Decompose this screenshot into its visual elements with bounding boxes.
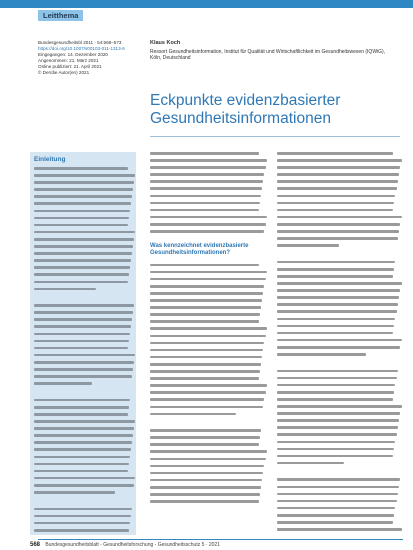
text-line [34,399,130,402]
text-line [150,180,263,183]
text-line [34,238,134,241]
text-line [34,477,135,480]
text-line [34,529,129,532]
text-line [150,370,260,373]
text-line [277,462,344,465]
page-number: 568 [30,542,41,548]
text-line [277,353,366,356]
text-line [277,419,399,422]
text-line [277,478,400,481]
text-line [150,278,266,281]
text-line [150,285,264,288]
text-line [150,216,267,219]
text-line [150,292,263,295]
text-line [150,349,263,352]
text-line [277,275,393,278]
text-line [150,173,264,176]
text-line [277,202,394,205]
text-line [150,465,264,468]
text-line [277,195,395,198]
text-line [277,433,397,436]
text-line [277,268,394,271]
text-line [34,231,135,234]
text-column-3 [277,152,403,535]
meta-doi[interactable]: https://doi.org/10.1007/s00103-011-1313-6 [38,46,125,51]
text-line [34,245,133,248]
author-block [150,40,390,62]
column-3-text [277,152,403,535]
text-line [34,202,131,205]
text-line [34,463,129,466]
text-line [34,252,132,255]
text-line [277,282,402,285]
text-line [150,479,262,482]
text-line [277,152,393,155]
text-line [277,391,394,394]
text-line [150,413,236,416]
text-line [150,313,260,316]
title-divider [150,136,400,137]
text-line [150,472,263,475]
text-line [34,259,131,262]
text-line [277,426,398,429]
text-line [34,325,131,328]
text-line [277,528,402,531]
intro-box [30,152,136,535]
text-line [150,159,267,162]
page-footer [30,541,410,549]
text-line [34,420,135,423]
text-line [277,166,400,169]
text-line [150,202,260,205]
text-line [277,173,399,176]
text-line [277,310,397,313]
article-metadata [38,40,148,76]
text-line [277,318,395,321]
text-line [34,304,134,307]
text-line [150,356,262,359]
text-line [150,271,267,274]
text-line [150,391,266,394]
text-line [34,448,131,451]
text-line [277,223,400,226]
text-line [277,230,399,233]
text-line [277,377,397,380]
author-name: Klaus Koch [150,40,181,46]
text-line [150,320,259,323]
text-line [150,327,267,330]
text-line [150,306,261,309]
text-line [150,384,267,387]
text-line [34,318,132,321]
text-line [34,167,128,170]
text-line [150,450,267,453]
text-line [150,377,259,380]
text-line [150,166,266,169]
text-line [34,441,132,444]
text-line [34,375,132,378]
text-line [150,187,262,190]
text-line [34,281,128,284]
text-line [150,195,261,198]
text-line [34,368,133,371]
text-line [277,370,398,373]
section-tag: Leitthema [38,10,83,21]
text-line [277,303,398,306]
text-line [34,434,133,437]
top-color-bar [0,0,413,8]
text-line [150,398,264,401]
text-line [150,342,264,345]
text-line [277,455,393,458]
text-line [150,223,266,226]
intro-text [34,167,136,535]
text-line [150,230,264,233]
text-line [277,514,394,517]
text-line [277,244,339,247]
text-line [34,188,133,191]
author-affiliation: Ressort Gesundheitsinformation, Institut für Qualität und Wirtschaftlichkeit im Gesundheitswesen (IQWiG), Köln, Deutschland [150,48,386,61]
text-line [277,486,399,489]
text-line [277,412,400,415]
text-line [150,443,259,446]
journal-name: Bundesgesundheitsblatt - Gesundheitsforschung - Gesundheitsschutz 5 · 2021 [45,542,220,548]
text-line [34,484,134,487]
text-line [277,325,394,328]
text-line [277,209,393,212]
text-line [277,339,402,342]
text-column-2 [150,152,268,535]
text-line [34,382,92,385]
text-line [277,493,398,496]
text-line [34,522,130,525]
text-line [34,456,130,459]
text-line [34,361,134,364]
text-line [34,470,128,473]
text-line [277,500,397,503]
text-line [150,335,266,338]
text-line [277,261,395,264]
meta-accepted: Angenommen: 21. März 2021 [38,58,99,63]
meta-citation: Bundesgesundheitsbl 2011 · 54:568–573 [38,40,122,45]
text-line [150,429,261,432]
text-line [277,180,398,183]
text-line [34,508,132,511]
meta-copyright: © Der/die Autor(en) 2021 [38,70,90,75]
text-line [34,340,129,343]
text-line [34,266,130,269]
text-line [150,486,261,489]
text-line [277,289,400,292]
text-line [277,448,394,451]
text-line [277,216,402,219]
text-line [150,209,259,212]
text-line [34,224,128,227]
text-line [277,187,397,190]
column-2-text-bottom [150,264,268,503]
text-line [277,405,402,408]
text-line [277,237,398,240]
text-line [277,521,393,524]
text-line [150,363,261,366]
article-title: Eckpunkte evidenzbasierter Gesundheitsinformationen [150,92,341,127]
text-line [150,152,259,155]
text-line [34,288,96,291]
text-line [150,436,260,439]
intro-heading: Einleitung [34,156,66,163]
text-line [34,217,129,220]
text-line [34,354,135,357]
text-line [150,493,260,496]
text-line [34,427,134,430]
text-line [34,174,135,177]
footer-divider [38,539,403,540]
text-line [150,406,263,409]
text-line [34,181,134,184]
text-line [34,413,128,416]
column-2-text-top [150,152,268,233]
text-line [150,458,266,461]
text-line [277,398,393,401]
text-line [34,210,130,213]
text-line [34,406,129,409]
text-line [150,500,259,503]
text-line [277,384,395,387]
text-line [277,441,395,444]
text-line [34,491,115,494]
text-line [34,333,130,336]
text-line [34,347,128,350]
text-line [277,296,399,299]
text-line [277,346,400,349]
text-line [34,273,129,276]
col2-heading: Was kennzeichnet evidenzbasierte Gesundheitsinformationen? [150,242,249,257]
meta-published: Online publiziert: 21. April 2021 [38,64,102,69]
text-line [277,159,402,162]
text-line [34,195,132,198]
text-line [277,507,395,510]
text-line [150,264,259,267]
text-line [150,299,262,302]
text-line [34,311,133,314]
meta-received: Eingegangen: 14. Dezember 2020 [38,52,108,57]
text-line [277,332,393,335]
text-line [34,515,131,518]
